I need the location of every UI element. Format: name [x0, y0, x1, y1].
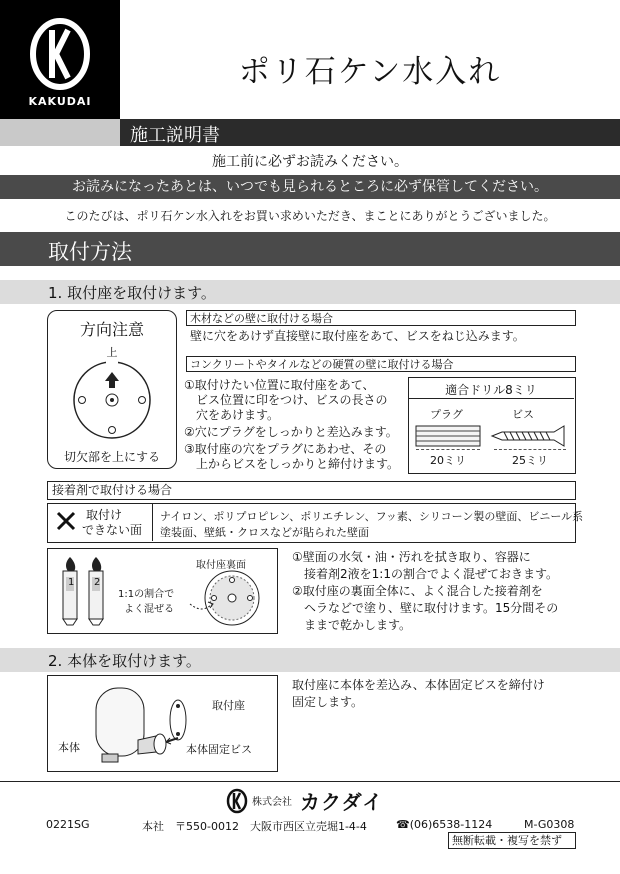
section-title: 取付方法	[48, 240, 132, 264]
footer-divider	[0, 781, 620, 782]
plug-label: プラグ	[430, 408, 463, 421]
ng-line2: 塗装面、壁紙・クロスなどが貼られた壁面	[160, 526, 369, 539]
kakudai-footer-logo-icon	[226, 788, 248, 814]
mix-label2: よく混ぜる	[124, 604, 174, 615]
step2-line2: 固定します。	[292, 695, 364, 709]
tube1-label: 1	[68, 577, 75, 588]
concrete-line4: ②穴にプラグをしっかりと差込みます。	[184, 425, 398, 439]
adhesive-line3: ②取付座の裏面全体に、よく混合した接着剤を	[292, 584, 543, 598]
ng-label1: 取付け	[86, 508, 123, 522]
up-label: 上	[106, 346, 118, 359]
concrete-title: コンクリートやタイルなどの硬質の壁に取付ける場合	[190, 358, 454, 371]
fig-base-label: 取付座	[212, 699, 245, 712]
base-back-label: 取付座裏面	[196, 560, 246, 571]
concrete-line2: ビス位置に印をつけ、ビスの長さの	[196, 393, 388, 407]
screw-length: 25ミリ	[512, 454, 548, 467]
adhesive-line1: ①壁面の水気・油・汚れを拭き取り、容器に	[292, 550, 531, 564]
base-back-icon	[188, 566, 270, 628]
wood-text: 壁に穴をあけず直接壁に取付座をあて、ビスをねじ込みます。	[190, 329, 525, 343]
adhesive-line4: ヘラなどで塗り、壁に取付けます。15分間その	[304, 601, 559, 615]
step2-title: 2. 本体を取付けます。	[48, 652, 201, 670]
concrete-line6: 上からビスをしっかりと締付けます。	[196, 457, 400, 471]
concrete-line1: ①取付けたい位置に取付座をあて、	[184, 378, 375, 392]
wood-title: 木材などの壁に取付ける場合	[190, 312, 333, 325]
company-name: カクダイ	[300, 790, 384, 814]
mounting-base-front-icon	[70, 358, 154, 442]
step1-title: 1. 取付座を取付けます。	[48, 284, 216, 302]
notice-read: 施工前に必ずお読みください。	[212, 154, 408, 170]
plug-screw-icon	[414, 422, 570, 452]
adhesive-title: 接着剤で取付ける場合	[52, 483, 173, 497]
page-title: ポリ石ケン水入れ	[238, 54, 502, 90]
ng-cross-icon	[55, 510, 77, 532]
mix-label1: 1:1の割合で	[118, 589, 175, 600]
direction-title: 方向注意	[79, 320, 144, 339]
doc-number: M-G0308	[524, 818, 575, 831]
adhesive-line2: 接着剤2液を1:1の割合でよく混ぜておきます。	[304, 567, 558, 581]
ng-label2: できない面	[82, 523, 143, 537]
company-tel: ☎(06)6538-1124	[396, 818, 493, 831]
brand-name: KAKUDAI	[28, 95, 92, 108]
ng-line1: ナイロン、ポリプロピレン、ポリエチレン、フッ素、シリコーン製の壁面、ビニール系	[160, 510, 584, 523]
copy-notice: 無断転載・複写を禁ず	[452, 834, 562, 847]
doc-code: 0221SG	[46, 818, 90, 831]
thanks-text: このたびは、ポリ石ケン水入れをお買い求めいただき、まことにありがとうございました。	[64, 209, 556, 223]
kakudai-logo-icon	[30, 18, 90, 90]
direction-bottom-label: 切欠部を上にする	[63, 450, 160, 464]
step2-line1: 取付座に本体を差込み、本体固定ビスを締付け	[292, 678, 545, 692]
fig-screw-label: 本体固定ビス	[186, 743, 252, 756]
tube2-label: 2	[94, 577, 101, 588]
adhesive-line5: ままで乾かします。	[304, 618, 412, 632]
drill-title: 適合ドリル8ミリ	[445, 383, 537, 397]
fig-body-label: 本体	[58, 741, 80, 754]
notice-keep: お読みになったあとは、いつでも見られるところに必ず保管してください。	[0, 175, 620, 199]
concrete-line3: 穴をあけます。	[196, 408, 280, 422]
plug-length: 20ミリ	[430, 454, 466, 467]
screw-label: ビス	[512, 408, 534, 421]
header-bar-label: 施工説明書	[130, 125, 220, 146]
adhesive-tubes-icon	[58, 555, 112, 627]
company-address: 本社 〒550-0012 大阪市西区立売堀1-4-4	[142, 820, 367, 833]
company-prefix: 株式会社	[252, 797, 292, 808]
concrete-line5: ③取付座の穴をプラグにあわせ、その	[184, 442, 387, 456]
